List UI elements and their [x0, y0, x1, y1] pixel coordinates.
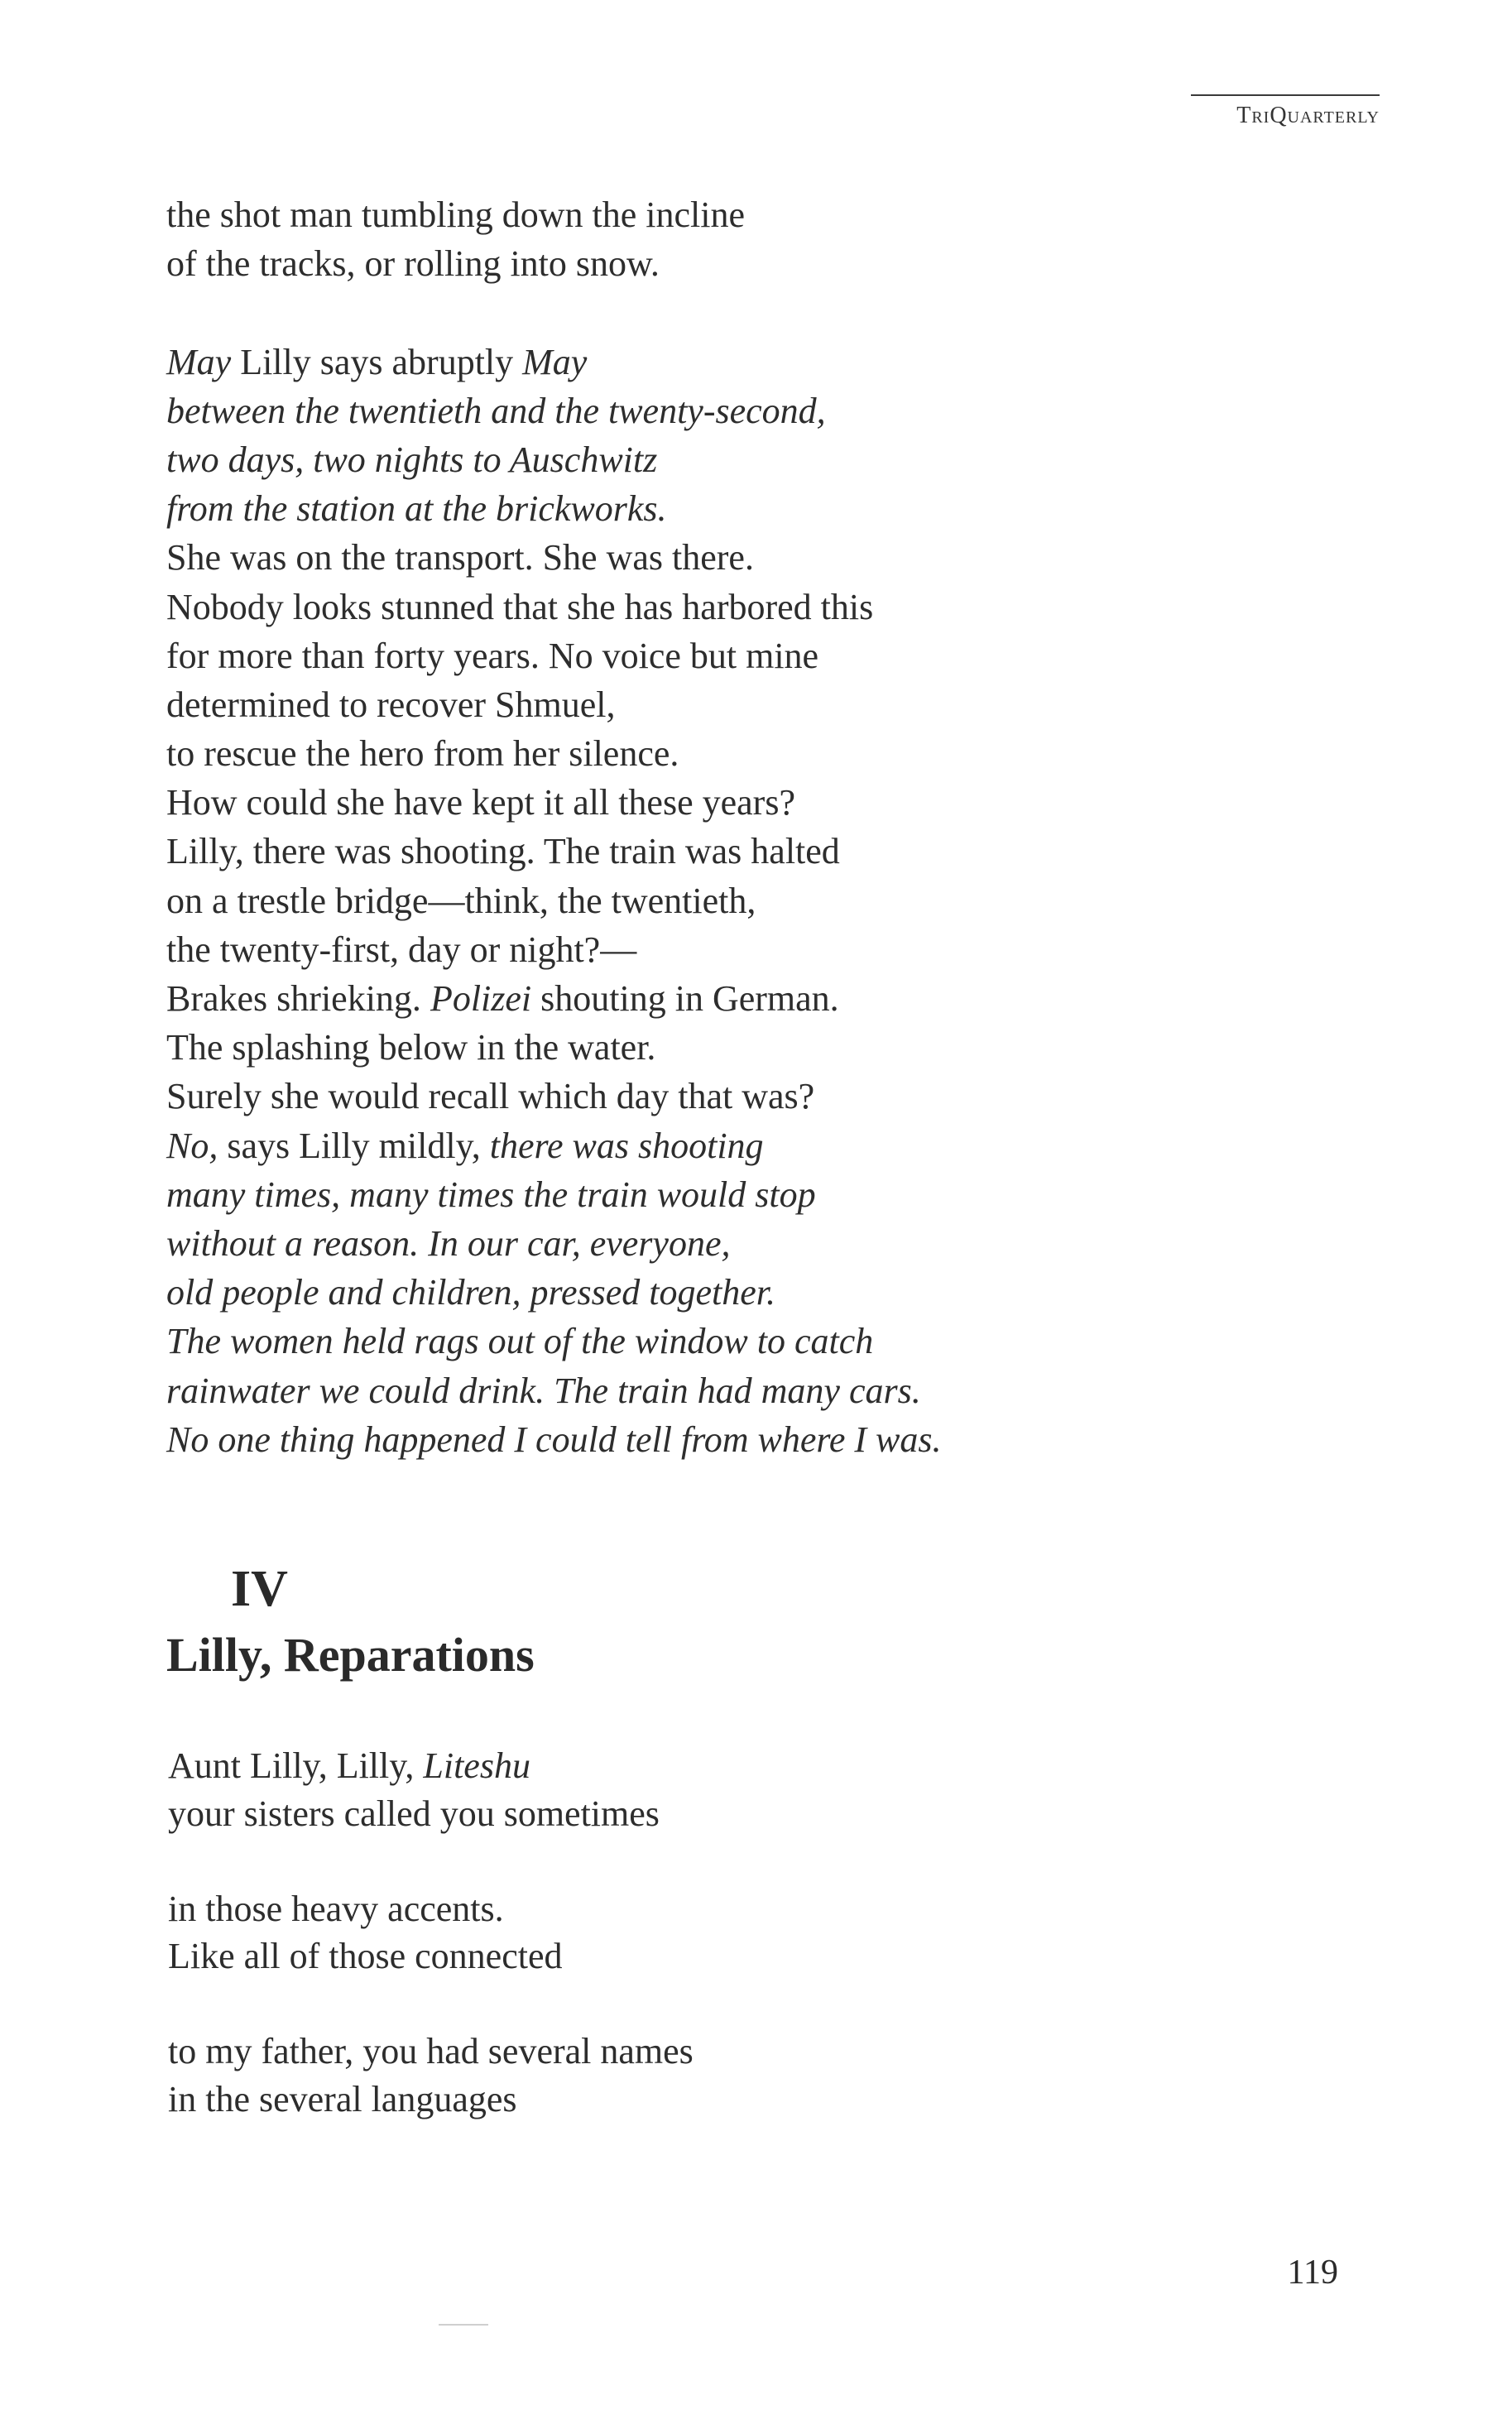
text-run: the twenty-first, day or night?—	[166, 929, 637, 970]
poem-line	[168, 1885, 1161, 1933]
text-run: Aunt Lilly, Lilly,	[168, 1745, 424, 1786]
stanza-break	[166, 288, 1242, 337]
poem-line	[166, 1072, 1242, 1121]
section-title: Lilly, Reparations	[166, 1628, 535, 1682]
italic-text: two days, two nights to Auschwitz	[166, 439, 658, 480]
poem-continued	[166, 190, 1242, 1464]
poem-line	[168, 2076, 1161, 2124]
poem-line	[166, 631, 1242, 680]
stanza-break	[168, 1837, 1161, 1885]
poem-line	[166, 876, 1242, 925]
poem-line	[166, 533, 1242, 582]
poem-line	[166, 1268, 1242, 1317]
text-run: The splashing below in the water.	[166, 1027, 656, 1068]
text-run: in the several languages	[168, 2078, 517, 2119]
poem-line	[166, 1219, 1242, 1268]
poem-line	[166, 1121, 1242, 1170]
text-run: for more than forty years. No voice but mine	[166, 635, 819, 676]
poem-line	[166, 338, 1242, 386]
italic-text: No,	[166, 1125, 218, 1166]
text-run: to rescue the hero from her silence.	[166, 733, 679, 775]
scan-mark	[439, 2324, 488, 2326]
poem-line	[166, 778, 1242, 827]
poem-line	[166, 974, 1242, 1023]
poem-line	[166, 1317, 1242, 1366]
italic-text: No one thing happened I could tell from where I was.	[166, 1419, 942, 1460]
text-run: on a trestle bridge—think, the twentieth,	[166, 880, 756, 921]
italic-text: without a reason. In our car, everyone,	[166, 1222, 731, 1264]
italic-text: there was shooting	[489, 1125, 764, 1166]
italic-text: rainwater we could drink. The train had many cars.	[166, 1370, 921, 1411]
poem-new-section	[168, 1742, 1161, 2123]
text-run: Surely she would recall which day that was?	[166, 1076, 815, 1117]
text-run: determined to recover Shmuel,	[166, 684, 616, 725]
header-rule	[1191, 94, 1380, 96]
poem-line	[168, 1932, 1161, 1980]
poem-line	[166, 1366, 1242, 1415]
poem-line	[166, 435, 1242, 484]
italic-text: Polizei	[430, 978, 532, 1019]
poem-line	[166, 729, 1242, 778]
poem-line	[168, 1742, 1161, 1790]
text-run: your sisters called you sometimes	[168, 1793, 660, 1834]
poem-line	[168, 1790, 1161, 1838]
text-run: Nobody looks stunned that she has harbored this	[166, 586, 874, 627]
poem-line	[166, 484, 1242, 533]
text-run: of the tracks, or rolling into snow.	[166, 243, 660, 285]
italic-text: May	[166, 341, 232, 382]
text-run: Brakes shrieking.	[166, 978, 430, 1019]
running-head	[1191, 94, 1380, 129]
page-number: 119	[1287, 2254, 1338, 2292]
text-run: Lilly says abruptly	[231, 341, 523, 382]
italic-text: Liteshu	[423, 1745, 530, 1786]
text-run: Lilly, there was shooting. The train was halted	[166, 831, 840, 872]
italic-text: many times, many times the train would stop	[166, 1174, 816, 1215]
poem-line	[168, 2028, 1161, 2076]
text-run: says Lilly mildly,	[218, 1125, 490, 1166]
poem-line	[166, 1415, 1242, 1464]
text-run: She was on the transport. She was there.	[166, 537, 754, 578]
text-run: shouting in German.	[531, 978, 839, 1019]
section-heading	[166, 1556, 535, 1688]
italic-text: May	[522, 341, 588, 382]
stanza-break	[168, 1980, 1161, 2028]
italic-text: from the station at the brickworks.	[166, 488, 667, 530]
poem-line	[166, 1023, 1242, 1072]
section-number: IV	[231, 1561, 288, 1617]
poem-line	[166, 583, 1242, 631]
poem-line	[166, 680, 1242, 729]
poem-line	[166, 1170, 1242, 1219]
poem-line	[166, 190, 1242, 239]
poem-line	[166, 239, 1242, 288]
text-run: in those heavy accents.	[168, 1888, 504, 1929]
text-run: How could she have kept it all these years?	[166, 782, 795, 823]
text-run: Like all of those connected	[168, 1936, 563, 1976]
text-run: to my father, you had several names	[168, 2031, 694, 2071]
poem-line	[166, 925, 1242, 974]
poem-line	[166, 827, 1242, 876]
italic-text: old people and children, pressed together.	[166, 1272, 776, 1313]
journal-title: TriQuarterly	[1236, 103, 1380, 128]
italic-text: between the twentieth and the twenty-second,	[166, 390, 826, 431]
poem-line	[166, 386, 1242, 435]
text-run: the shot man tumbling down the incline	[166, 194, 746, 235]
italic-text: The women held rags out of the window to catch	[166, 1321, 874, 1362]
